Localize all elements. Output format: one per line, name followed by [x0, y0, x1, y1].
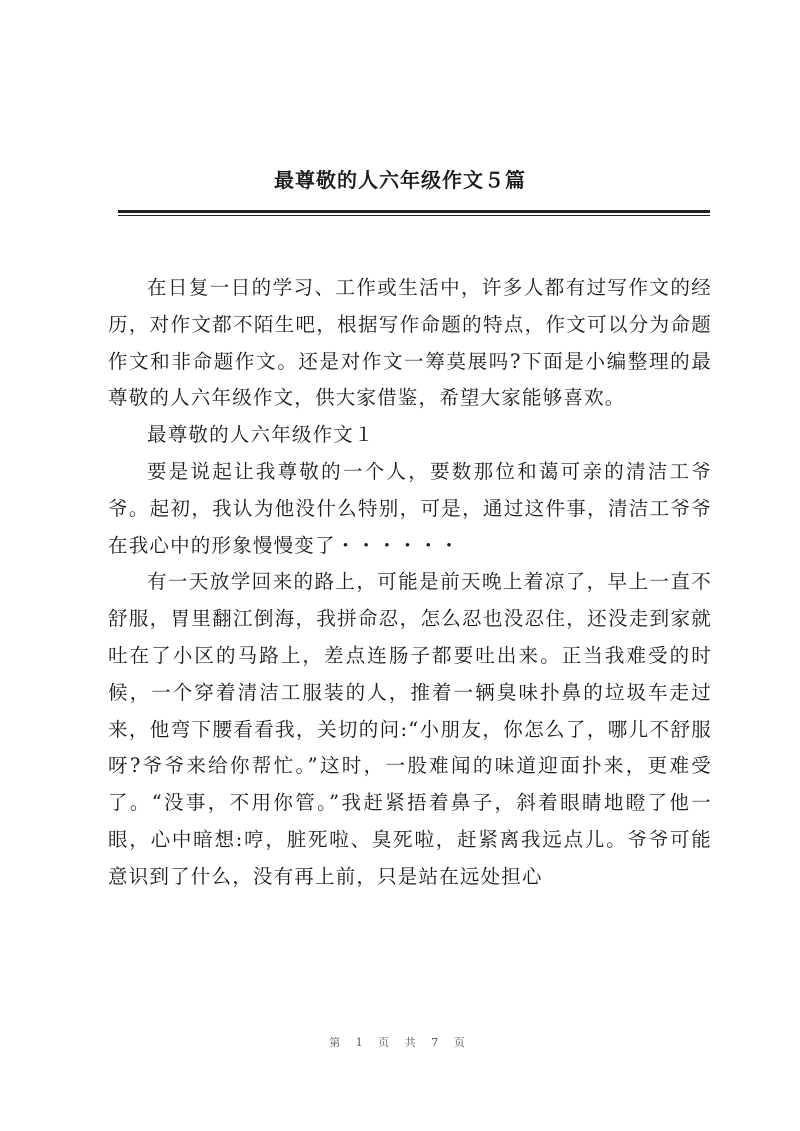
body-paragraph: 要是说起让我尊敬的一个人，要数那位和蔼可亲的清洁工爷爷。起初，我认为他没什么特别，可是，通过这件事，清洁工爷爷在我心中的形象慢慢变了・・・・・・	[108, 459, 712, 557]
document-body	[108, 270, 712, 896]
essay-heading: 最尊敬的人六年级作文１	[147, 423, 375, 447]
page-footer: 第 1 页 共 7 页	[329, 1036, 471, 1049]
body-paragraph: 有一天放学回来的路上，可能是前天晚上着凉了，早上一直不舒服，胃里翻江倒海，我拼命忍，怎么忍也没忍住，还没走到家就吐在了小区的马路上，差点连肠子都要吐出来。正当我难受的时候，一个穿着清洁工服装的人，推着一辆臭味扑鼻的垃圾车走过来，他弯下腰看看我，关切的问:“小朋友，你怎么了，哪儿不舒服呀?爷爷来给你帮忙。”这时，一股难闻的味道迎面扑来，更难受了。“没事，不用你管。”我赶紧捂着鼻子，斜着眼睛地瞪了他一眼，心中暗想:哼，脏死啦、臭死啦，赶紧离我远点儿。爷爷可能意识到了什么，没有再上前，只是站在远处担心	[108, 570, 712, 888]
title-underline	[118, 210, 710, 213]
title-underline-thin	[118, 215, 710, 216]
document-title: 最尊敬的人六年级作文５篇	[274, 168, 526, 192]
intro-paragraph: 在日复一日的学习、工作或生活中，许多人都有过写作文的经历，对作文都不陌生吧，根据写作命题的特点，作文可以分为命题作文和非命题作文。还是对作文一筹莫展吗?下面是小编整理的最尊敬的人六年级作文，供大家借鉴，希望大家能够喜欢。	[108, 276, 712, 410]
